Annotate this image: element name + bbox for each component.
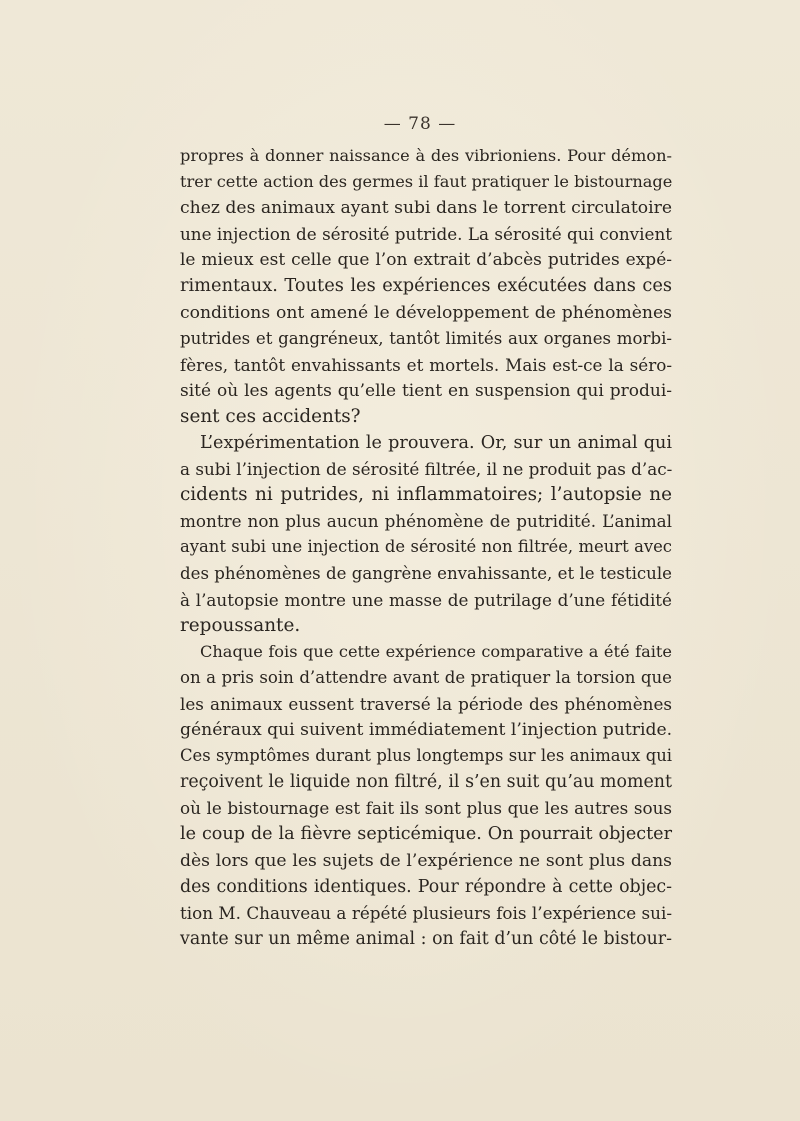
text-line: des phénomènes de gangrène envahissante, et le testicule [180,563,672,583]
text-line: trer cette action des germes il faut pratiquer le bistournage [180,172,673,192]
text-line: conditions ont amené le développement de phénomènes [180,302,672,323]
text-line: une injection de sérosité putride. La sérosité qui convient [180,224,672,245]
body-text [180,143,672,952]
text-line: a subi l’injection de sérosité filtrée, il ne produit pas d’ac- [180,459,673,480]
text-line: Ces symptômes durant plus longtemps sur les animaux qui [180,746,672,766]
text-line: cidents ni putrides, ni inflammatoires; l’autopsie ne [180,484,672,506]
text-line: fères, tantôt envahissants et mortels. Mais est-ce la séro- [180,354,672,375]
text-line: dès lors que les sujets de l’expérience ne sont plus dans [180,850,672,871]
text-line: le coup de la fièvre septicémique. On pourrait objecter [180,824,672,845]
text-line: sité où les agents qu’elle tient en suspension qui produi- [180,380,672,401]
text-line: généraux qui suivent immédiatement l’injection putride. [180,720,673,741]
paragraph-first-line: L’expérimentation le prouvera. Or, sur un animal qui [200,433,672,454]
text-line: rimentaux. Toutes les expériences exécutées dans ces [180,275,672,297]
text-line: vante sur un même animal : on fait d’un côté le bistour- [180,928,672,949]
text-line: on a pris soin d’attendre avant de pratiquer la torsion que [180,667,672,687]
text-line: montre non plus aucun phénomène de putridité. L’animal [180,511,672,532]
text-line: propres à donner naissance à des vibrioniens. Pour démon- [180,146,672,165]
text-line: reçoivent le liquide non filtré, il s’en suit qu’au moment [180,772,672,793]
text-line: le mieux est celle que l’on extrait d’abcès putrides expé- [180,250,672,271]
paragraph-first-line: Chaque fois que cette expérience comparative a été faite [200,641,672,661]
text-line: ayant subi une injection de sérosité non filtrée, meurt avec [180,537,672,557]
text-line: putrides et gangréneux, tantôt limités aux organes morbi- [180,328,672,348]
text-line: des conditions identiques. Pour répondre à cette objec- [180,876,672,897]
text-line: où le bistournage est fait ils sont plus que les autres sous [180,798,672,819]
text-line: à l’autopsie montre une masse de putrilage d’une fétidité [180,589,672,610]
text-line: les animaux eussent traversé la période des phénomènes [180,693,672,714]
text-line: sent ces accidents? [180,405,361,427]
text-line: repoussante. [180,614,301,636]
text-line: chez des animaux ayant subi dans le torrent circulatoire [180,198,672,219]
text-line: tion M. Chauveau a répété plusieurs fois l’expérience sui- [180,902,672,923]
page-number: — 78 — [383,114,457,134]
